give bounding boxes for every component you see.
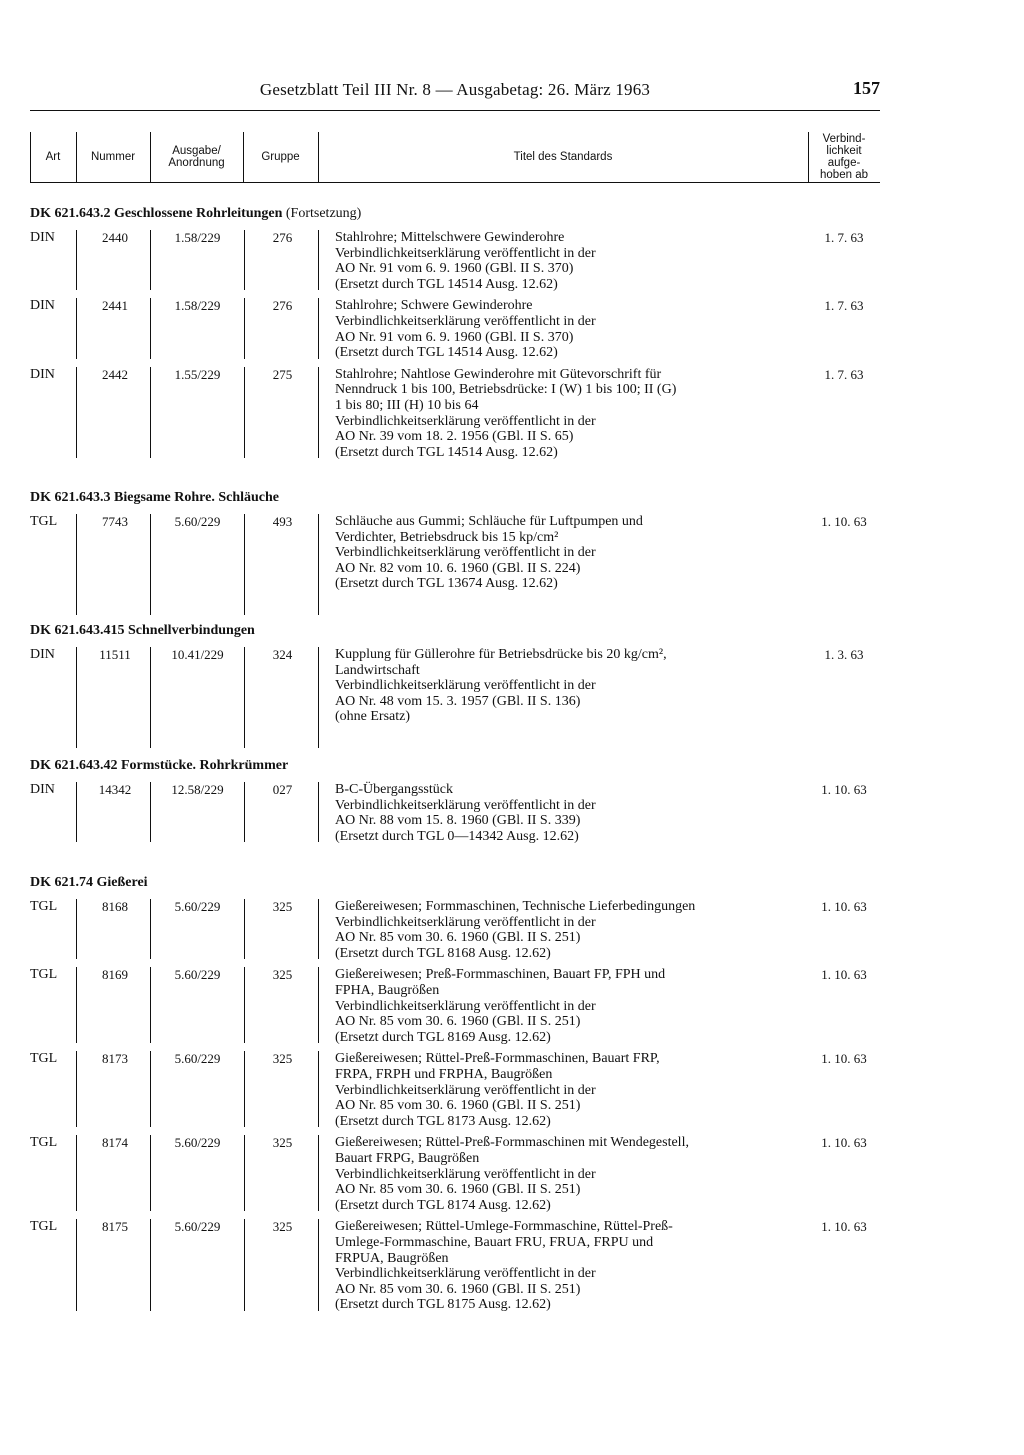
titel-line: Verbindlichkeitserklärung veröffentlicht in der xyxy=(335,413,596,429)
gruppe-cell: 276 xyxy=(272,230,293,245)
column-rule xyxy=(244,367,245,459)
column-rule xyxy=(150,1051,151,1127)
section-title-text: DK 621.643.3 Biegsame Rohre. Schläuche xyxy=(30,490,280,505)
col-verb-line2: lichkeit xyxy=(826,144,862,157)
table-row xyxy=(30,367,880,461)
aufgehoben-cell: 1. 10. 63 xyxy=(821,1135,867,1151)
nummer-cell: 14342 xyxy=(98,782,132,797)
titel-line: Landwirtschaft xyxy=(335,662,420,678)
ausgabe-cell: 1.58/229 xyxy=(174,230,221,245)
column-rule xyxy=(318,367,319,459)
titel-line: Nenndruck 1 bis 100, Betriebsdrücke: I (W) 1 bis 100; II (G) xyxy=(335,382,677,398)
col-verb-line3: aufge- xyxy=(827,157,861,169)
gruppe-cell: 325 xyxy=(272,967,293,983)
column-rule xyxy=(76,647,77,748)
column-rule xyxy=(318,1051,319,1127)
table-row xyxy=(30,298,880,360)
ausgabe-cell: 5.60/229 xyxy=(174,967,221,983)
aufgehoben-cell: 1. 10. 63 xyxy=(821,967,867,983)
nummer-cell: 8174 xyxy=(102,1135,128,1151)
section-title xyxy=(30,873,880,893)
gruppe-cell: 325 xyxy=(272,899,293,914)
titel-line: AO Nr. 85 vom 30. 6. 1960 (GBl. II S. 251) xyxy=(335,1281,581,1297)
titel-line: AO Nr. 39 vom 18. 2. 1956 (GBl. II S. 65) xyxy=(335,429,574,445)
page-header xyxy=(30,78,880,108)
gruppe-cell: 276 xyxy=(272,298,293,314)
art-cell: DIN xyxy=(30,647,55,662)
titel-line: AO Nr. 48 vom 15. 3. 1957 (GBl. II S. 136) xyxy=(335,693,581,709)
header-title: Gesetzblatt Teil III Nr. 8 — Ausgabetag: 26. März 1963 xyxy=(259,80,651,99)
column-header xyxy=(30,132,880,182)
titel-line: Gießereiwesen; Rüttel-Preß-Formmaschinen mit Wendegestell, xyxy=(335,1135,689,1151)
column-rule xyxy=(318,899,319,959)
titel-line: Verbindlichkeitserklärung veröffentlicht in der xyxy=(335,797,596,813)
section-title-text: DK 621.643.2 Geschlossene Rohrleitungen xyxy=(30,206,283,221)
titel-line: Verbindlichkeitserklärung veröffentlicht in der xyxy=(335,678,596,694)
nummer-cell: 2442 xyxy=(102,366,128,382)
titel-cell xyxy=(335,647,805,725)
gruppe-cell: 027 xyxy=(272,782,293,797)
section-title-note: (Fortsetzung) xyxy=(285,206,362,221)
gruppe-cell: 324 xyxy=(272,647,293,662)
titel-line: Verbindlichkeitserklärung veröffentlicht in der xyxy=(335,1166,596,1182)
titel-line: (Ersetzt durch TGL 13674 Ausg. 12.62) xyxy=(335,576,558,592)
column-rule xyxy=(244,1051,245,1127)
column-rule xyxy=(76,1051,77,1127)
column-rule xyxy=(150,1219,151,1311)
column-rule xyxy=(76,514,77,615)
titel-line: AO Nr. 85 vom 30. 6. 1960 (GBl. II S. 251) xyxy=(335,1182,581,1198)
ausgabe-cell: 5.60/229 xyxy=(174,1051,221,1067)
art-cell: DIN xyxy=(30,782,55,797)
section-giesserei xyxy=(30,873,880,1313)
aufgehoben-cell: 1. 7. 63 xyxy=(824,298,864,314)
titel-line: (Ersetzt durch TGL 14514 Ausg. 12.62) xyxy=(335,444,558,460)
titel-cell xyxy=(335,782,805,844)
nummer-cell: 2440 xyxy=(102,230,128,245)
table-row xyxy=(30,782,880,844)
column-rule xyxy=(76,367,77,459)
column-rule xyxy=(76,1135,77,1211)
col-verbindlichkeit xyxy=(808,132,880,182)
column-rule xyxy=(150,1135,151,1211)
titel-line: (Ersetzt durch TGL 0—14342 Ausg. 12.62) xyxy=(335,828,579,844)
titel-line: AO Nr. 85 vom 30. 6. 1960 (GBl. II S. 251) xyxy=(335,930,581,946)
table-row xyxy=(30,967,880,1045)
column-rule xyxy=(150,230,151,290)
column-rule xyxy=(76,782,77,842)
aufgehoben-cell: 1. 10. 63 xyxy=(821,899,867,914)
col-titel: Titel des Standards xyxy=(513,150,613,163)
column-rule xyxy=(318,782,319,842)
titel-line: Stahlrohre; Nahtlose Gewinderohre mit Gütevorschrift für xyxy=(335,366,662,382)
titel-line: (ohne Ersatz) xyxy=(335,709,411,725)
titel-line: Verbindlichkeitserklärung veröffentlicht in der xyxy=(335,914,596,930)
art-cell: DIN xyxy=(30,366,55,382)
ausgabe-cell: 1.58/229 xyxy=(174,298,221,314)
art-cell: TGL xyxy=(30,1219,58,1235)
titel-line: Schläuche aus Gummi; Schläuche für Luftpumpen und xyxy=(335,514,643,529)
aufgehoben-cell: 1. 10. 63 xyxy=(821,514,867,529)
column-rule xyxy=(76,298,77,358)
table-row xyxy=(30,647,880,750)
aufgehoben-cell: 1. 7. 63 xyxy=(824,230,864,245)
section-title-text: DK 621.643.42 Formstücke. Rohrkrümmer xyxy=(30,758,289,773)
column-rule xyxy=(150,298,151,358)
section-formstuecke xyxy=(30,756,880,844)
nummer-cell: 11511 xyxy=(99,647,131,662)
column-rule xyxy=(76,899,77,959)
column-rule xyxy=(150,967,151,1043)
column-rule xyxy=(318,230,319,290)
titel-cell xyxy=(335,899,805,961)
table-row xyxy=(30,514,880,617)
titel-line: Verbindlichkeitserklärung veröffentlicht in der xyxy=(335,545,596,561)
titel-line: (Ersetzt durch TGL 8174 Ausg. 12.62) xyxy=(335,1197,551,1213)
titel-line: FRPUA, Baugrößen xyxy=(335,1250,449,1266)
titel-line: (Ersetzt durch TGL 14514 Ausg. 12.62) xyxy=(335,345,558,361)
gruppe-cell: 325 xyxy=(272,1051,293,1067)
nummer-cell: 8169 xyxy=(102,967,128,983)
col-ausgabe-line1: Ausgabe/ xyxy=(172,144,221,157)
titel-line: Gießereiwesen; Preß-Formmaschinen, Bauart FP, FPH und xyxy=(335,967,666,983)
table-row xyxy=(30,1051,880,1129)
ausgabe-cell: 5.60/229 xyxy=(174,1135,221,1151)
art-cell: DIN xyxy=(30,298,55,314)
titel-line: Stahlrohre; Mittelschwere Gewinderohre xyxy=(335,230,565,245)
art-cell: TGL xyxy=(30,1135,58,1151)
column-rule xyxy=(244,230,245,290)
gruppe-cell: 493 xyxy=(272,514,293,529)
titel-line: (Ersetzt durch TGL 8169 Ausg. 12.62) xyxy=(335,1029,551,1045)
titel-line: Verdichter, Betriebsdruck bis 15 kp/cm² xyxy=(335,529,559,545)
section-title xyxy=(30,756,880,776)
column-rule xyxy=(318,1219,319,1311)
gruppe-cell: 325 xyxy=(272,1135,293,1151)
col-verb-line1: Verbind- xyxy=(822,132,866,145)
column-rule xyxy=(318,967,319,1043)
ausgabe-cell: 1.55/229 xyxy=(174,366,221,382)
col-ausgabe xyxy=(150,132,243,182)
art-cell: TGL xyxy=(30,1051,58,1067)
column-rule xyxy=(318,647,319,748)
section-title xyxy=(30,621,880,641)
column-rule xyxy=(76,230,77,290)
ausgabe-cell: 5.60/229 xyxy=(174,514,221,529)
section-geschlossene-rohrleitungen xyxy=(30,204,880,460)
titel-line: Kupplung für Güllerohre für Betriebsdrücke bis 20 kg/cm², xyxy=(335,647,667,662)
titel-line: Verbindlichkeitserklärung veröffentlicht in der xyxy=(335,245,596,261)
titel-line: Verbindlichkeitserklärung veröffentlicht in der xyxy=(335,998,596,1014)
column-rule xyxy=(318,298,319,358)
nummer-cell: 2441 xyxy=(102,298,128,314)
column-rule xyxy=(244,899,245,959)
titel-line: AO Nr. 82 vom 10. 6. 1960 (GBl. II S. 224) xyxy=(335,560,581,576)
page-number: 157 xyxy=(853,78,880,98)
col-nummer: Nummer xyxy=(90,150,136,163)
table-row xyxy=(30,899,880,961)
column-rule xyxy=(244,1219,245,1311)
art-cell: TGL xyxy=(30,899,58,914)
titel-line: (Ersetzt durch TGL 8168 Ausg. 12.62) xyxy=(335,945,551,961)
titel-line: FRPA, FRPH und FRPHA, Baugrößen xyxy=(335,1066,553,1082)
column-rule xyxy=(150,514,151,615)
ausgabe-cell: 5.60/229 xyxy=(174,1219,221,1235)
table-row xyxy=(30,1135,880,1213)
titel-line: Gießereiwesen; Formmaschinen, Technische Lieferbedingungen xyxy=(335,899,696,914)
titel-line: Bauart FRPG, Baugrößen xyxy=(335,1150,480,1166)
column-rule xyxy=(244,298,245,358)
column-rule xyxy=(244,967,245,1043)
table-row xyxy=(30,1219,880,1313)
gruppe-cell: 275 xyxy=(272,366,293,382)
titel-line: Verbindlichkeitserklärung veröffentlicht in der xyxy=(335,313,596,329)
aufgehoben-cell: 1. 10. 63 xyxy=(821,1051,867,1067)
column-rule xyxy=(244,782,245,842)
nummer-cell: 8173 xyxy=(102,1051,128,1067)
aufgehoben-cell: 1. 7. 63 xyxy=(824,366,864,382)
col-verb-line4: hoben ab xyxy=(820,169,868,182)
titel-line: AO Nr. 91 vom 6. 9. 1960 (GBl. II S. 370) xyxy=(335,261,574,277)
column-rule xyxy=(244,1135,245,1211)
section-schnellverbindungen xyxy=(30,621,880,725)
column-rule xyxy=(244,647,245,748)
gruppe-cell: 325 xyxy=(272,1219,293,1235)
titel-cell xyxy=(335,298,805,360)
col-gruppe: Gruppe xyxy=(261,150,300,163)
column-rule xyxy=(150,647,151,748)
column-rule xyxy=(150,899,151,959)
titel-cell xyxy=(335,230,805,292)
nummer-cell: 8168 xyxy=(102,899,128,914)
section-biegsame-rohre xyxy=(30,488,880,592)
titel-line: Umlege-Formmaschine, Bauart FRU, FRUA, FRPU und xyxy=(335,1234,654,1250)
titel-line: FPHA, Baugrößen xyxy=(335,982,440,998)
titel-line: (Ersetzt durch TGL 14514 Ausg. 12.62) xyxy=(335,276,558,292)
table-row xyxy=(30,230,880,292)
column-rule xyxy=(150,367,151,459)
ausgabe-cell: 10.41/229 xyxy=(171,647,224,662)
section-title xyxy=(30,488,880,508)
col-ausgabe-line2: Anordnung xyxy=(168,157,225,169)
section-title-text: DK 621.74 Gießerei xyxy=(30,875,148,890)
section-title xyxy=(30,204,880,224)
titel-cell xyxy=(335,1135,805,1213)
titel-line: Gießereiwesen; Rüttel-Preß-Formmaschinen, Bauart FRP, xyxy=(335,1051,660,1067)
col-art: Art xyxy=(45,150,61,163)
column-rule xyxy=(76,967,77,1043)
titel-cell xyxy=(335,367,805,461)
titel-line: AO Nr. 85 vom 30. 6. 1960 (GBl. II S. 251) xyxy=(335,1014,581,1030)
column-rule xyxy=(318,1135,319,1211)
art-cell: DIN xyxy=(30,230,55,245)
titel-line: AO Nr. 91 vom 6. 9. 1960 (GBl. II S. 370) xyxy=(335,329,574,345)
column-rule xyxy=(318,514,319,615)
aufgehoben-cell: 1. 10. 63 xyxy=(821,1219,867,1235)
nummer-cell: 7743 xyxy=(102,514,128,529)
titel-line: Gießereiwesen; Rüttel-Umlege-Formmaschine, Rüttel-Preß- xyxy=(335,1219,673,1235)
titel-line: B-C-Übergangsstück xyxy=(335,782,453,797)
aufgehoben-cell: 1. 3. 63 xyxy=(824,647,864,662)
titel-cell xyxy=(335,1219,805,1313)
titel-line: 1 bis 80; III (H) 10 bis 64 xyxy=(335,397,479,413)
section-title-text: DK 621.643.415 Schnellverbindungen xyxy=(30,623,255,638)
titel-cell xyxy=(335,514,805,592)
art-cell: TGL xyxy=(30,514,58,529)
ausgabe-cell: 12.58/229 xyxy=(171,782,224,797)
titel-line: Stahlrohre; Schwere Gewinderohre xyxy=(335,298,533,314)
column-rule xyxy=(150,782,151,842)
titel-cell xyxy=(335,1051,805,1129)
titel-line: Verbindlichkeitserklärung veröffentlicht in der xyxy=(335,1266,596,1282)
header-rule xyxy=(30,110,880,111)
titel-line: (Ersetzt durch TGL 8173 Ausg. 12.62) xyxy=(335,1113,551,1129)
column-rule xyxy=(76,1219,77,1311)
titel-line: AO Nr. 88 vom 15. 8. 1960 (GBl. II S. 339) xyxy=(335,813,581,829)
art-cell: TGL xyxy=(30,967,58,983)
ausgabe-cell: 5.60/229 xyxy=(174,899,221,914)
column-rule xyxy=(244,514,245,615)
titel-line: AO Nr. 85 vom 30. 6. 1960 (GBl. II S. 251) xyxy=(335,1098,581,1114)
aufgehoben-cell: 1. 10. 63 xyxy=(821,782,867,797)
nummer-cell: 8175 xyxy=(102,1219,128,1235)
titel-cell xyxy=(335,967,805,1045)
titel-line: (Ersetzt durch TGL 8175 Ausg. 12.62) xyxy=(335,1297,551,1313)
titel-line: Verbindlichkeitserklärung veröffentlicht in der xyxy=(335,1082,596,1098)
